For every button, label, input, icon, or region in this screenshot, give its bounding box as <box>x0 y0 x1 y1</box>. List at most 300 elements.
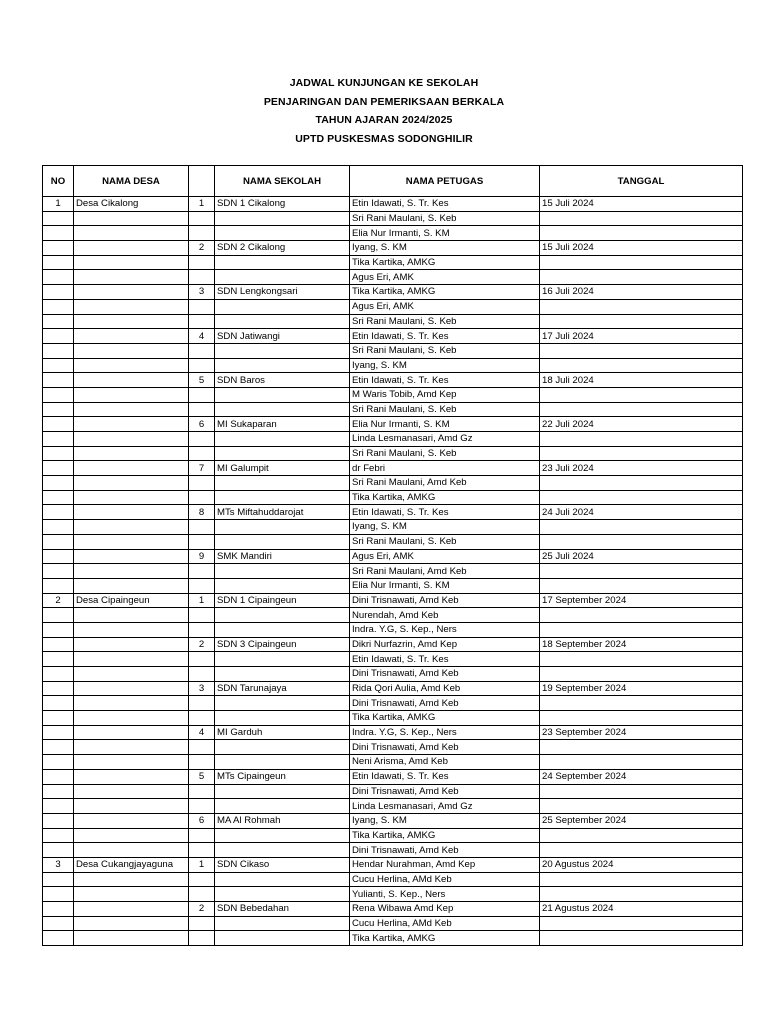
cell-school-no: 4 <box>189 725 215 740</box>
table-row <box>43 887 743 902</box>
cell-school-no: 6 <box>189 813 215 828</box>
cell-school-no: 1 <box>189 197 215 212</box>
cell-school-no <box>189 270 215 285</box>
cell-nama-sekolah <box>215 255 350 270</box>
cell-tanggal <box>540 314 743 329</box>
cell-nama-petugas: Iyang, S. KM <box>350 358 540 373</box>
cell-school-no <box>189 446 215 461</box>
cell-tanggal <box>540 490 743 505</box>
cell-school-no <box>189 255 215 270</box>
cell-school-no <box>189 402 215 417</box>
cell-nama-sekolah: SDN Baros <box>215 373 350 388</box>
cell-tanggal <box>540 226 743 241</box>
cell-school-no: 2 <box>189 902 215 917</box>
cell-no <box>43 417 74 432</box>
cell-tanggal <box>540 578 743 593</box>
cell-school-no <box>189 314 215 329</box>
cell-no: 1 <box>43 197 74 212</box>
cell-nama-petugas: M Waris Tobib, Amd Kep <box>350 387 540 402</box>
cell-nama-sekolah <box>215 784 350 799</box>
cell-nama-sekolah <box>215 446 350 461</box>
table-row <box>43 299 743 314</box>
cell-nama-petugas: Hendar Nurahman, Amd Kep <box>350 857 540 872</box>
table-row <box>43 711 743 726</box>
cell-no <box>43 564 74 579</box>
cell-nama-sekolah <box>215 564 350 579</box>
cell-nama-petugas: Rena Wibawa Amd Kep <box>350 902 540 917</box>
cell-tanggal: 25 Juli 2024 <box>540 549 743 564</box>
cell-no <box>43 285 74 300</box>
cell-nama-desa <box>74 813 189 828</box>
cell-nama-petugas: Dini Trisnawati, Amd Keb <box>350 843 540 858</box>
cell-nama-petugas: Dini Trisnawati, Amd Keb <box>350 740 540 755</box>
cell-tanggal: 17 September 2024 <box>540 593 743 608</box>
cell-nama-sekolah <box>215 799 350 814</box>
cell-nama-sekolah <box>215 843 350 858</box>
cell-tanggal <box>540 402 743 417</box>
cell-nama-petugas: Etin Idawati, S. Tr. Kes <box>350 652 540 667</box>
cell-school-no: 7 <box>189 461 215 476</box>
table-row <box>43 813 743 828</box>
cell-school-no <box>189 358 215 373</box>
cell-no <box>43 255 74 270</box>
cell-school-no <box>189 211 215 226</box>
cell-nama-sekolah: SDN Jatiwangi <box>215 329 350 344</box>
cell-tanggal: 23 September 2024 <box>540 725 743 740</box>
cell-school-no <box>189 887 215 902</box>
cell-nama-desa <box>74 769 189 784</box>
cell-tanggal <box>540 608 743 623</box>
cell-nama-sekolah: SDN 1 Cikalong <box>215 197 350 212</box>
cell-nama-desa <box>74 520 189 535</box>
cell-nama-petugas: Sri Rani Maulani, S. Keb <box>350 211 540 226</box>
header-nama-desa: NAMA DESA <box>74 166 189 197</box>
cell-nama-petugas: Linda Lesmanasari, Amd Gz <box>350 799 540 814</box>
cell-nama-petugas: Nurendah, Amd Keb <box>350 608 540 623</box>
table-row <box>43 637 743 652</box>
cell-nama-sekolah <box>215 740 350 755</box>
table-row <box>43 490 743 505</box>
cell-nama-sekolah <box>215 299 350 314</box>
cell-nama-desa <box>74 270 189 285</box>
cell-nama-petugas: Etin Idawati, S. Tr. Kes <box>350 769 540 784</box>
table-row <box>43 432 743 447</box>
cell-nama-desa <box>74 887 189 902</box>
cell-nama-sekolah: MI Sukaparan <box>215 417 350 432</box>
cell-nama-desa <box>74 476 189 491</box>
title-line-3: TAHUN AJARAN 2024/2025 <box>315 114 453 126</box>
cell-school-no <box>189 578 215 593</box>
cell-nama-sekolah: SDN 2 Cikalong <box>215 241 350 256</box>
table-row <box>43 667 743 682</box>
cell-nama-petugas: dr Febri <box>350 461 540 476</box>
cell-nama-desa <box>74 343 189 358</box>
table-row <box>43 373 743 388</box>
cell-nama-sekolah: MTs Miftahuddarojat <box>215 505 350 520</box>
cell-school-no <box>189 387 215 402</box>
cell-nama-sekolah <box>215 711 350 726</box>
table-row <box>43 872 743 887</box>
table-row <box>43 329 743 344</box>
cell-nama-sekolah <box>215 432 350 447</box>
cell-school-no <box>189 828 215 843</box>
cell-tanggal <box>540 931 743 946</box>
cell-nama-petugas: Tika Kartika, AMKG <box>350 490 540 505</box>
cell-no <box>43 358 74 373</box>
cell-school-no: 2 <box>189 637 215 652</box>
cell-nama-sekolah <box>215 916 350 931</box>
cell-school-no <box>189 608 215 623</box>
cell-nama-desa <box>74 843 189 858</box>
cell-no <box>43 241 74 256</box>
cell-tanggal <box>540 696 743 711</box>
cell-nama-petugas: Dini Trisnawati, Amd Keb <box>350 667 540 682</box>
cell-no <box>43 769 74 784</box>
cell-nama-desa <box>74 241 189 256</box>
cell-tanggal <box>540 652 743 667</box>
cell-nama-desa <box>74 872 189 887</box>
cell-nama-sekolah <box>215 872 350 887</box>
cell-no <box>43 755 74 770</box>
table-row <box>43 270 743 285</box>
cell-nama-desa <box>74 725 189 740</box>
header-school-no <box>189 166 215 197</box>
cell-nama-petugas: Dini Trisnawati, Amd Keb <box>350 593 540 608</box>
cell-nama-desa <box>74 784 189 799</box>
cell-nama-petugas: Dikri Nurfazrin, Amd Kep <box>350 637 540 652</box>
cell-nama-desa <box>74 564 189 579</box>
cell-nama-desa <box>74 314 189 329</box>
cell-nama-desa <box>74 373 189 388</box>
cell-tanggal <box>540 843 743 858</box>
cell-nama-petugas: Sri Rani Maulani, S. Keb <box>350 343 540 358</box>
cell-nama-sekolah <box>215 226 350 241</box>
cell-no <box>43 902 74 917</box>
table-row <box>43 622 743 637</box>
cell-tanggal <box>540 358 743 373</box>
cell-nama-desa <box>74 402 189 417</box>
cell-nama-desa <box>74 329 189 344</box>
table-row <box>43 241 743 256</box>
cell-nama-desa <box>74 505 189 520</box>
cell-nama-desa <box>74 358 189 373</box>
cell-nama-petugas: Sri Rani Maulani, S. Keb <box>350 402 540 417</box>
cell-no <box>43 740 74 755</box>
cell-tanggal: 20 Agustus 2024 <box>540 857 743 872</box>
cell-nama-petugas: Sri Rani Maulani, Amd Keb <box>350 476 540 491</box>
table-row <box>43 211 743 226</box>
cell-nama-petugas: Iyang, S. KM <box>350 520 540 535</box>
cell-nama-sekolah <box>215 755 350 770</box>
cell-no <box>43 652 74 667</box>
cell-nama-petugas: Iyang, S. KM <box>350 813 540 828</box>
cell-tanggal: 19 September 2024 <box>540 681 743 696</box>
title-line-2: PENJARINGAN DAN PEMERIKSAAN BERKALA <box>263 95 505 108</box>
cell-school-no <box>189 652 215 667</box>
cell-nama-sekolah: SDN Lengkongsari <box>215 285 350 300</box>
cell-nama-sekolah <box>215 358 350 373</box>
cell-school-no <box>189 740 215 755</box>
cell-nama-petugas: Agus Eri, AMK <box>350 270 540 285</box>
cell-school-no <box>189 299 215 314</box>
cell-tanggal <box>540 887 743 902</box>
cell-nama-desa <box>74 299 189 314</box>
cell-nama-sekolah <box>215 520 350 535</box>
table-row <box>43 828 743 843</box>
cell-no <box>43 813 74 828</box>
cell-nama-sekolah <box>215 211 350 226</box>
cell-school-no <box>189 872 215 887</box>
cell-nama-sekolah <box>215 622 350 637</box>
cell-nama-desa <box>74 740 189 755</box>
cell-school-no: 1 <box>189 593 215 608</box>
table-row <box>43 916 743 931</box>
cell-tanggal <box>540 755 743 770</box>
table-row <box>43 197 743 212</box>
cell-tanggal: 23 Juli 2024 <box>540 461 743 476</box>
cell-nama-sekolah: SDN Tarunajaya <box>215 681 350 696</box>
cell-no: 3 <box>43 857 74 872</box>
cell-nama-desa <box>74 417 189 432</box>
cell-nama-petugas: Elia Nur Irmanti, S. KM <box>350 578 540 593</box>
table-row <box>43 549 743 564</box>
cell-nama-desa: Desa Cipaingeun <box>74 593 189 608</box>
table-row <box>43 505 743 520</box>
cell-tanggal: 24 Juli 2024 <box>540 505 743 520</box>
cell-no <box>43 211 74 226</box>
cell-school-no <box>189 432 215 447</box>
header-tanggal: TANGGAL <box>540 166 743 197</box>
cell-tanggal <box>540 299 743 314</box>
cell-nama-desa <box>74 534 189 549</box>
cell-nama-petugas: Etin Idawati, S. Tr. Kes <box>350 197 540 212</box>
cell-nama-sekolah <box>215 696 350 711</box>
cell-nama-petugas: Agus Eri, AMK <box>350 299 540 314</box>
cell-no <box>43 887 74 902</box>
cell-no <box>43 490 74 505</box>
cell-nama-desa <box>74 490 189 505</box>
table-row <box>43 461 743 476</box>
cell-nama-sekolah <box>215 931 350 946</box>
document-header <box>0 74 768 148</box>
cell-nama-sekolah <box>215 652 350 667</box>
title-line-4: UPTD PUSKESMAS SODONGHILIR <box>295 132 473 145</box>
table-row <box>43 417 743 432</box>
cell-school-no <box>189 534 215 549</box>
cell-nama-desa <box>74 622 189 637</box>
cell-nama-petugas: Sri Rani Maulani, S. Keb <box>350 446 540 461</box>
cell-no <box>43 432 74 447</box>
cell-nama-petugas: Tika Kartika, AMKG <box>350 255 540 270</box>
cell-school-no <box>189 843 215 858</box>
cell-no <box>43 329 74 344</box>
table-row <box>43 902 743 917</box>
cell-nama-petugas: Etin Idawati, S. Tr. Kes <box>350 373 540 388</box>
cell-nama-desa <box>74 608 189 623</box>
cell-nama-sekolah <box>215 402 350 417</box>
cell-no <box>43 534 74 549</box>
cell-school-no: 9 <box>189 549 215 564</box>
table-body <box>43 197 743 946</box>
schedule-table <box>42 165 743 946</box>
cell-tanggal: 18 September 2024 <box>540 637 743 652</box>
table-row <box>43 769 743 784</box>
cell-nama-sekolah <box>215 608 350 623</box>
cell-school-no <box>189 476 215 491</box>
cell-nama-desa <box>74 578 189 593</box>
cell-nama-sekolah <box>215 270 350 285</box>
cell-nama-sekolah <box>215 476 350 491</box>
table-row <box>43 696 743 711</box>
cell-no <box>43 373 74 388</box>
table-row <box>43 314 743 329</box>
cell-no <box>43 916 74 931</box>
cell-nama-desa <box>74 916 189 931</box>
cell-nama-petugas: Tika Kartika, AMKG <box>350 285 540 300</box>
cell-tanggal: 18 Juli 2024 <box>540 373 743 388</box>
cell-tanggal: 16 Juli 2024 <box>540 285 743 300</box>
table-row <box>43 446 743 461</box>
table-row <box>43 578 743 593</box>
cell-nama-petugas: Elia Nur Irmanti, S. KM <box>350 226 540 241</box>
cell-nama-petugas: Cucu Herlina, AMd Keb <box>350 872 540 887</box>
cell-nama-petugas: Agus Eri, AMK <box>350 549 540 564</box>
table-row <box>43 652 743 667</box>
cell-tanggal <box>540 432 743 447</box>
cell-no <box>43 799 74 814</box>
cell-nama-petugas: Yulianti, S. Kep., Ners <box>350 887 540 902</box>
cell-no <box>43 681 74 696</box>
cell-no <box>43 387 74 402</box>
cell-tanggal <box>540 211 743 226</box>
cell-nama-petugas: Cucu Herlina, AMd Keb <box>350 916 540 931</box>
cell-nama-desa <box>74 255 189 270</box>
table-row <box>43 285 743 300</box>
cell-school-no <box>189 490 215 505</box>
cell-nama-sekolah <box>215 828 350 843</box>
cell-no <box>43 270 74 285</box>
cell-school-no <box>189 931 215 946</box>
cell-nama-sekolah <box>215 534 350 549</box>
cell-nama-sekolah: MA Al Rohmah <box>215 813 350 828</box>
cell-tanggal <box>540 387 743 402</box>
header-nama-sekolah: NAMA SEKOLAH <box>215 166 350 197</box>
table-header-row <box>43 166 743 197</box>
cell-nama-desa <box>74 432 189 447</box>
cell-school-no <box>189 784 215 799</box>
cell-school-no: 3 <box>189 681 215 696</box>
table-row <box>43 226 743 241</box>
cell-nama-desa <box>74 828 189 843</box>
cell-no <box>43 608 74 623</box>
cell-tanggal <box>540 255 743 270</box>
cell-tanggal <box>540 872 743 887</box>
header-nama-petugas: NAMA PETUGAS <box>350 166 540 197</box>
table-row <box>43 740 743 755</box>
cell-nama-petugas: Indra. Y.G, S. Kep., Ners <box>350 725 540 740</box>
cell-school-no: 4 <box>189 329 215 344</box>
cell-school-no: 5 <box>189 769 215 784</box>
cell-nama-desa <box>74 799 189 814</box>
table-row <box>43 799 743 814</box>
cell-no <box>43 505 74 520</box>
cell-nama-sekolah: MI Garduh <box>215 725 350 740</box>
cell-school-no: 2 <box>189 241 215 256</box>
cell-school-no <box>189 343 215 358</box>
cell-tanggal <box>540 828 743 843</box>
cell-nama-petugas: Rida Qori Aulia, Amd Keb <box>350 681 540 696</box>
cell-no <box>43 784 74 799</box>
cell-nama-petugas: Tika Kartika, AMKG <box>350 828 540 843</box>
table-row <box>43 534 743 549</box>
table-row <box>43 725 743 740</box>
cell-nama-sekolah <box>215 887 350 902</box>
cell-nama-desa <box>74 931 189 946</box>
cell-tanggal <box>540 784 743 799</box>
cell-nama-desa: Desa Cikalong <box>74 197 189 212</box>
cell-school-no <box>189 622 215 637</box>
cell-no <box>43 461 74 476</box>
cell-nama-desa <box>74 461 189 476</box>
cell-tanggal <box>540 270 743 285</box>
cell-no <box>43 667 74 682</box>
cell-school-no <box>189 520 215 535</box>
table-row <box>43 476 743 491</box>
cell-nama-desa <box>74 652 189 667</box>
cell-nama-sekolah <box>215 667 350 682</box>
table-row <box>43 402 743 417</box>
cell-tanggal: 15 Juli 2024 <box>540 197 743 212</box>
cell-school-no <box>189 711 215 726</box>
cell-no <box>43 828 74 843</box>
cell-nama-petugas: Etin Idawati, S. Tr. Kes <box>350 329 540 344</box>
cell-nama-sekolah <box>215 490 350 505</box>
cell-nama-petugas: Neni Arisma, Amd Keb <box>350 755 540 770</box>
cell-tanggal: 17 Juli 2024 <box>540 329 743 344</box>
cell-tanggal <box>540 534 743 549</box>
cell-tanggal <box>540 799 743 814</box>
cell-tanggal <box>540 446 743 461</box>
cell-school-no: 8 <box>189 505 215 520</box>
cell-no <box>43 578 74 593</box>
cell-no <box>43 299 74 314</box>
cell-tanggal <box>540 667 743 682</box>
table-row <box>43 255 743 270</box>
cell-no <box>43 476 74 491</box>
cell-nama-petugas: Sri Rani Maulani, S. Keb <box>350 314 540 329</box>
cell-nama-desa <box>74 549 189 564</box>
cell-nama-sekolah <box>215 343 350 358</box>
cell-nama-desa <box>74 226 189 241</box>
table-row <box>43 593 743 608</box>
cell-school-no: 5 <box>189 373 215 388</box>
cell-tanggal <box>540 711 743 726</box>
cell-tanggal <box>540 740 743 755</box>
cell-school-no <box>189 916 215 931</box>
table-row <box>43 343 743 358</box>
cell-school-no <box>189 799 215 814</box>
cell-no <box>43 314 74 329</box>
cell-nama-sekolah <box>215 314 350 329</box>
cell-no <box>43 843 74 858</box>
cell-nama-desa <box>74 667 189 682</box>
table-row <box>43 755 743 770</box>
cell-school-no <box>189 226 215 241</box>
cell-school-no: 3 <box>189 285 215 300</box>
cell-nama-sekolah <box>215 578 350 593</box>
cell-no <box>43 931 74 946</box>
cell-tanggal <box>540 916 743 931</box>
